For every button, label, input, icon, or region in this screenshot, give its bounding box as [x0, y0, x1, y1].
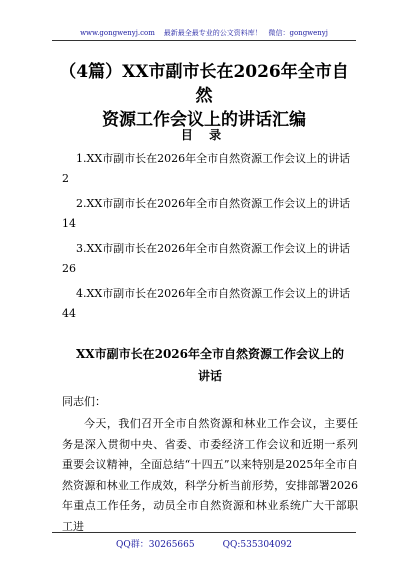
toc-item[interactable]	[62, 195, 358, 240]
salutation: 同志们：	[62, 395, 106, 408]
document-title	[52, 60, 356, 132]
document-title-line1: （4篇）XX市副市长在2026年全市自然	[59, 62, 349, 106]
header-tagline: 最新最全最专业的公文资料库！	[163, 29, 262, 37]
toc-item-title: 1.XX市副市长在2026年全市自然资源工作会议上的讲话	[76, 152, 351, 165]
footer-divider	[52, 532, 356, 533]
section-title-line1: XX市副市长在2026年全市自然资源工作会议上的	[75, 347, 345, 361]
body-paragraph: 今天，我们召开全市自然资源和林业工作会议，主要任务是深入贯彻中央、省委、市委经济工作会议和近期一系列重要会议精神，全面总结“十四五”以来特别是2025年全市自然资源和林业工作成效，科学分析当前形势，安排部署2026年重点工作任务，动员全市自然资源和林业系统广大干部职工进	[62, 417, 358, 533]
toc-item-page: 44	[62, 307, 76, 320]
toc-item-page: 2	[62, 172, 69, 185]
section-title	[62, 343, 358, 387]
section-title-line2: 讲话	[197, 369, 222, 383]
toc-item-title: 3.XX市副市长在2026年全市自然资源工作会议上的讲话	[76, 242, 351, 255]
table-of-contents	[62, 150, 358, 330]
header-divider	[52, 40, 356, 41]
toc-item[interactable]	[62, 150, 358, 195]
header-site-link[interactable]: www.gongwenyj.com	[80, 29, 155, 37]
toc-heading: 目 录	[180, 128, 228, 142]
page-footer	[52, 537, 356, 550]
toc-item-title: 4.XX市副市长在2026年全市自然资源工作会议上的讲话	[76, 287, 351, 300]
toc-item-title: 2.XX市副市长在2026年全市自然资源工作会议上的讲话	[76, 197, 351, 210]
toc-item-page: 14	[62, 217, 76, 230]
toc-item[interactable]	[62, 240, 358, 285]
document-title-line2: 资源工作会议上的讲话汇编	[102, 110, 306, 130]
footer-qq-contact: QQ:535304092	[222, 540, 292, 550]
footer-qq-group: QQ群：30265665	[116, 540, 195, 550]
toc-item-page: 26	[62, 262, 76, 275]
toc-item[interactable]	[62, 285, 358, 330]
page-header	[52, 28, 356, 38]
header-wechat: 微信：gongwenyj	[268, 29, 328, 37]
